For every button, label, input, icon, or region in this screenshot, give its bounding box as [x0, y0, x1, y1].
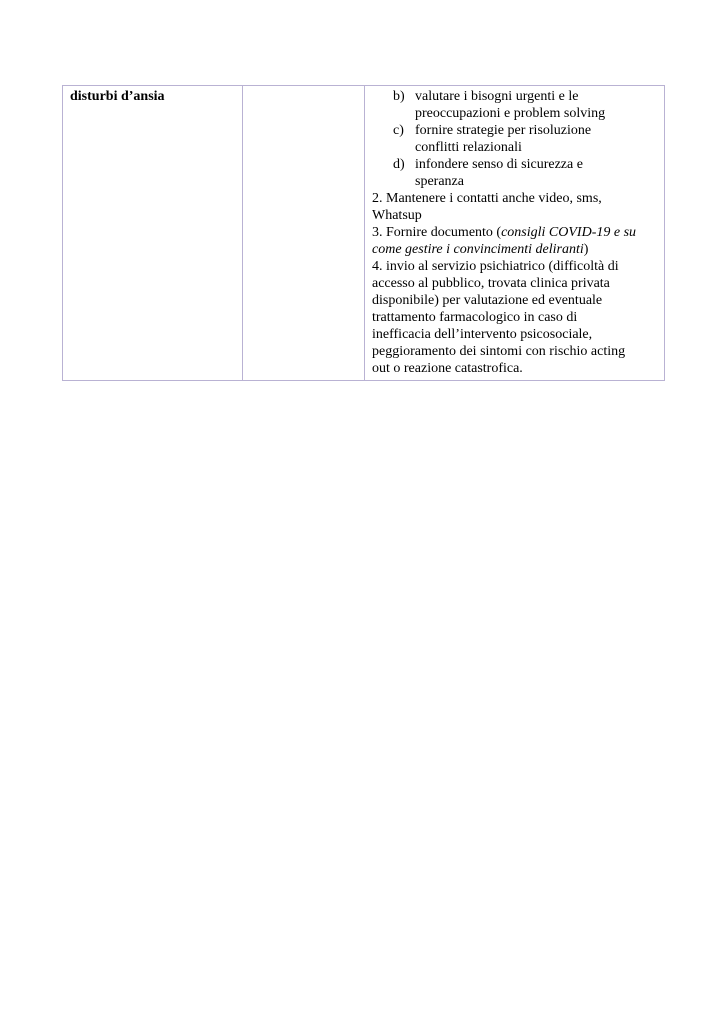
list-marker: d)	[393, 157, 405, 172]
list-item-continuation	[372, 105, 657, 122]
row-label: disturbi d’ansia	[70, 89, 165, 104]
interventions-table	[62, 85, 665, 381]
paragraph-line: inefficacia dell’intervento psicosociale,	[372, 327, 593, 342]
list-item-continuation	[372, 173, 657, 190]
item-3-text: )	[583, 242, 589, 257]
list-marker: b)	[393, 89, 405, 104]
list-item-continuation	[372, 139, 657, 156]
paragraph-line	[372, 241, 657, 258]
paragraph-line: disponibile) per valutazione ed eventuale	[372, 293, 603, 308]
item-4-paragraph	[372, 258, 657, 377]
list-item-text: conflitti relazionali	[415, 140, 522, 155]
paragraph-line: accesso al pubblico, trovata clinica privata	[372, 276, 610, 291]
paragraph-line: 4. invio al servizio psichiatrico (difficoltà di	[372, 259, 619, 274]
item-3-italic-text: come gestire i convincimenti deliranti	[372, 242, 584, 257]
paragraph-line	[372, 224, 657, 241]
list-item-text: speranza	[415, 174, 464, 189]
paragraph-line: peggioramento dei sintomi con rischio acting	[372, 344, 626, 359]
row-label-cell	[63, 86, 243, 381]
item-2-paragraph	[372, 190, 657, 224]
item-3-paragraph	[372, 224, 657, 258]
paragraph-line: Whatsup	[372, 208, 422, 223]
list-item-text: infondere senso di sicurezza e	[415, 157, 583, 172]
table-row	[63, 86, 665, 381]
list-item	[372, 122, 657, 139]
list-item	[372, 156, 657, 173]
list-item-text: preoccupazioni e problem solving	[415, 106, 606, 121]
interventions-cell	[365, 86, 665, 381]
list-item	[372, 88, 657, 105]
paragraph-line: trattamento farmacologico in caso di	[372, 310, 578, 325]
list-item-text: fornire strategie per risoluzione	[415, 123, 592, 138]
list-item-text: valutare i bisogni urgenti e le	[415, 89, 579, 104]
empty-cell	[243, 86, 365, 381]
sub-list	[372, 88, 657, 190]
item-3-text: 3. Fornire documento (	[372, 225, 502, 240]
paragraph-line: 2. Mantenere i contatti anche video, sms,	[372, 191, 602, 206]
paragraph-line: out o reazione catastrofica.	[372, 361, 523, 376]
list-marker: c)	[393, 123, 404, 138]
item-3-italic-text: consigli COVID-19 e su	[501, 225, 637, 240]
